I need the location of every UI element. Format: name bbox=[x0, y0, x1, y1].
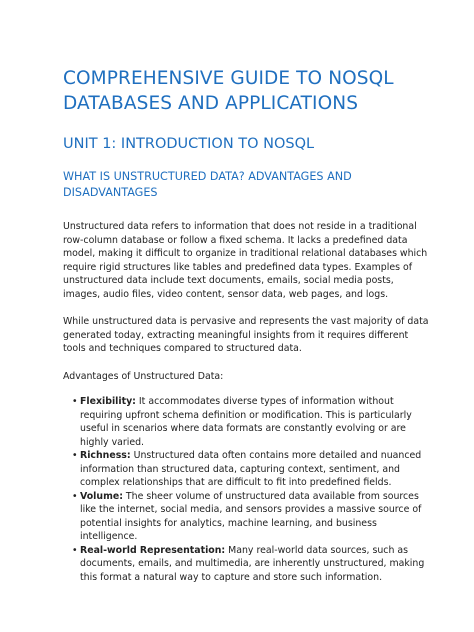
advantage-term: Flexibility: bbox=[80, 396, 136, 407]
intro-paragraph: Unstructured data refers to information that does not reside in a traditional row-column database or follow a fixed schema. It lacks a predefined data model, making it difficult to organize in traditional relational databases which require rigid structures like tables and predefined data types. Examples of unstructured data include text documents, emails, social media posts, images, audio files, video content, sensor data, web pages, and logs. bbox=[63, 221, 428, 300]
document-title: COMPREHENSIVE GUIDE TO NOSQL DATABASES AND APPLICATIONS bbox=[63, 68, 394, 114]
bullet-icon: • bbox=[72, 396, 78, 407]
advantage-text: Unstructured data often contains more detailed and nuanced information than structured data, capturing context, sentiment, and complex relationships that are difficult to fit into predefined fields. bbox=[80, 450, 422, 488]
bullet-icon: • bbox=[72, 450, 78, 461]
advantage-item-richness bbox=[73, 449, 433, 490]
bullet-icon: • bbox=[72, 490, 78, 502]
advantage-term: Real-world Representation: bbox=[80, 544, 226, 556]
advantage-item-real-world bbox=[73, 544, 433, 585]
advantage-term: Richness: bbox=[80, 450, 131, 461]
advantage-item-flexibility bbox=[73, 395, 433, 449]
advantage-text: It accommodates diverse types of information without requiring upfront schema definition or modification. This is particularly useful in scenarios where data formats are constantly evolving or are highly varied. bbox=[80, 396, 412, 448]
advantage-text: The sheer volume of unstructured data available from sources like the internet, social media, and sensors provides a massive source of potential insights for analytics, machine learning, and business intelligence. bbox=[80, 490, 422, 542]
advantages-list bbox=[63, 395, 433, 584]
section-heading: WHAT IS UNSTRUCTURED DATA? ADVANTAGES AND DISADVANTAGES bbox=[63, 170, 352, 199]
unit-heading: UNIT 1: INTRODUCTION TO NOSQL bbox=[63, 136, 315, 152]
advantage-item-volume bbox=[73, 490, 433, 544]
advantages-label: Advantages of Unstructured Data: bbox=[63, 370, 224, 382]
pervasive-paragraph: While unstructured data is pervasive and represents the vast majority of data generated today, extracting meaningful insights from it requires different tools and techniques compared to structured data. bbox=[63, 316, 429, 354]
advantage-term: Volume: bbox=[80, 490, 123, 502]
bullet-icon: • bbox=[72, 544, 78, 556]
advantage-text: Many real-world data sources, such as documents, emails, and multimedia, are inherently unstructured, making this format a natural way to capture and store such information. bbox=[80, 544, 425, 583]
page-content bbox=[63, 66, 433, 584]
